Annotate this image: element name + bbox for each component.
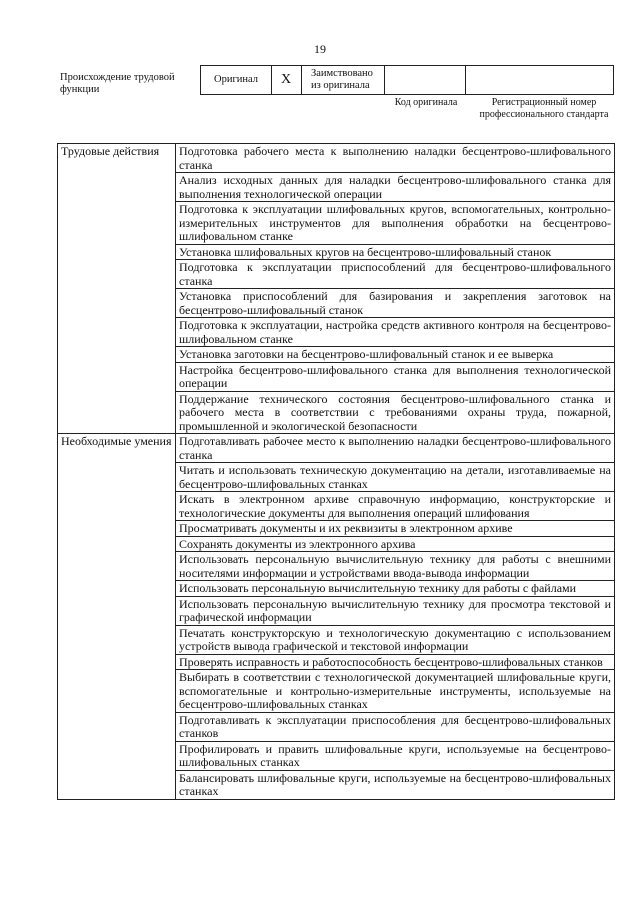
- section-item: Профилировать и править шлифовальные круги, используемые на бесцентрово-шлифовальных станках: [176, 741, 615, 770]
- section-item: Установка приспособлений для базирования и закрепления заготовок на бесцентрово-шлифовальный станок: [176, 289, 615, 318]
- page-number: 19: [314, 42, 326, 56]
- original-code-cell: [385, 66, 466, 94]
- table-row: [58, 144, 615, 173]
- section-item: Использовать персональную вычислительную технику для просмотра текстовой и графической информации: [176, 596, 615, 625]
- section-item: Поддержание технического состояния бесцентрово-шлифовального станка и рабочего места в соответствии с требованиями охраны труда, пожарной, промышленной и экологической безопасности: [176, 391, 615, 434]
- section-item: Искать в электронном архиве справочную информацию, конструкторские и технологические документы для выполнения операций шлифования: [176, 492, 615, 521]
- registration-number-cell: [465, 66, 613, 94]
- section-item: Просматривать документы и их реквизиты в электронном архиве: [176, 521, 615, 537]
- section-item: Настройка бесцентрово-шлифовального станка для выполнения технологической операции: [176, 362, 615, 391]
- section-item: Выбирать в соответствии с технологической документацией шлифовальные круги, вспомогательные и контрольно-измерительные инструменты, используемые на бесцентрово-шлифовальных станках: [176, 670, 615, 713]
- registration-number-caption: Регистрационный номер профессионального стандарта: [479, 97, 609, 120]
- section-item: Установка шлифовальных кругов на бесцентрово-шлифовальный станок: [176, 244, 615, 260]
- section-item: Подготовка рабочего места к выполнению наладки бесцентрово-шлифовального станка: [176, 144, 615, 173]
- section-item: Проверять исправность и работоспособность бесцентрово-шлифовальных станков: [176, 654, 615, 670]
- section-item: Использовать персональную вычислительную технику для работы с файлами: [176, 581, 615, 597]
- functions-table: [57, 143, 615, 800]
- section-item: Подготавливать к эксплуатации приспособления для бесцентрово-шлифовальных станков: [176, 712, 615, 741]
- section-item: Анализ исходных данных для наладки бесцентрово-шлифовального станка для выполнения технологической операции: [176, 173, 615, 202]
- section-title: Необходимые умения: [58, 434, 176, 800]
- original-code-caption: Код оригинала: [394, 97, 458, 108]
- origin-table: [200, 65, 614, 95]
- section-item: Балансировать шлифовальные круги, используемые на бесцентрово-шлифовальных станках: [176, 770, 615, 799]
- section-item: Установка заготовки на бесцентрово-шлифовальный станок и ее выверка: [176, 347, 615, 363]
- section-item: Подготовка к эксплуатации приспособлений для бесцентрово-шлифовального станка: [176, 260, 615, 289]
- borrowed-label: Заимствовано из оригинала: [301, 66, 385, 94]
- section-item: Подготовка к эксплуатации, настройка средств активного контроля на бесцентрово-шлифовальном станке: [176, 318, 615, 347]
- original-mark: X: [271, 66, 302, 94]
- section-item: Читать и использовать техническую документацию на детали, изготавливаемые на бесцентрово-шлифовальных станках: [176, 463, 615, 492]
- section-item: Подготовка к эксплуатации шлифовальных кругов, вспомогательных, контрольно-измерительных инструментов для выполнения обработки на бесцентрово-шлифовальном станке: [176, 202, 615, 245]
- origin-label: Происхождение трудовой функции: [60, 72, 175, 95]
- original-label: Оригинал: [201, 66, 272, 94]
- section-item: Печатать конструкторскую и технологическую документацию с использованием устройств вывода графической и текстовой информации: [176, 625, 615, 654]
- section-title: Трудовые действия: [58, 144, 176, 434]
- section-item: Сохранять документы из электронного архива: [176, 536, 615, 552]
- table-row: [58, 434, 615, 463]
- section-item: Подготавливать рабочее место к выполнению наладки бесцентрово-шлифовального станка: [176, 434, 615, 463]
- section-item: Использовать персональную вычислительную технику для работы с внешними носителями информации и устройствами ввода-вывода информации: [176, 552, 615, 581]
